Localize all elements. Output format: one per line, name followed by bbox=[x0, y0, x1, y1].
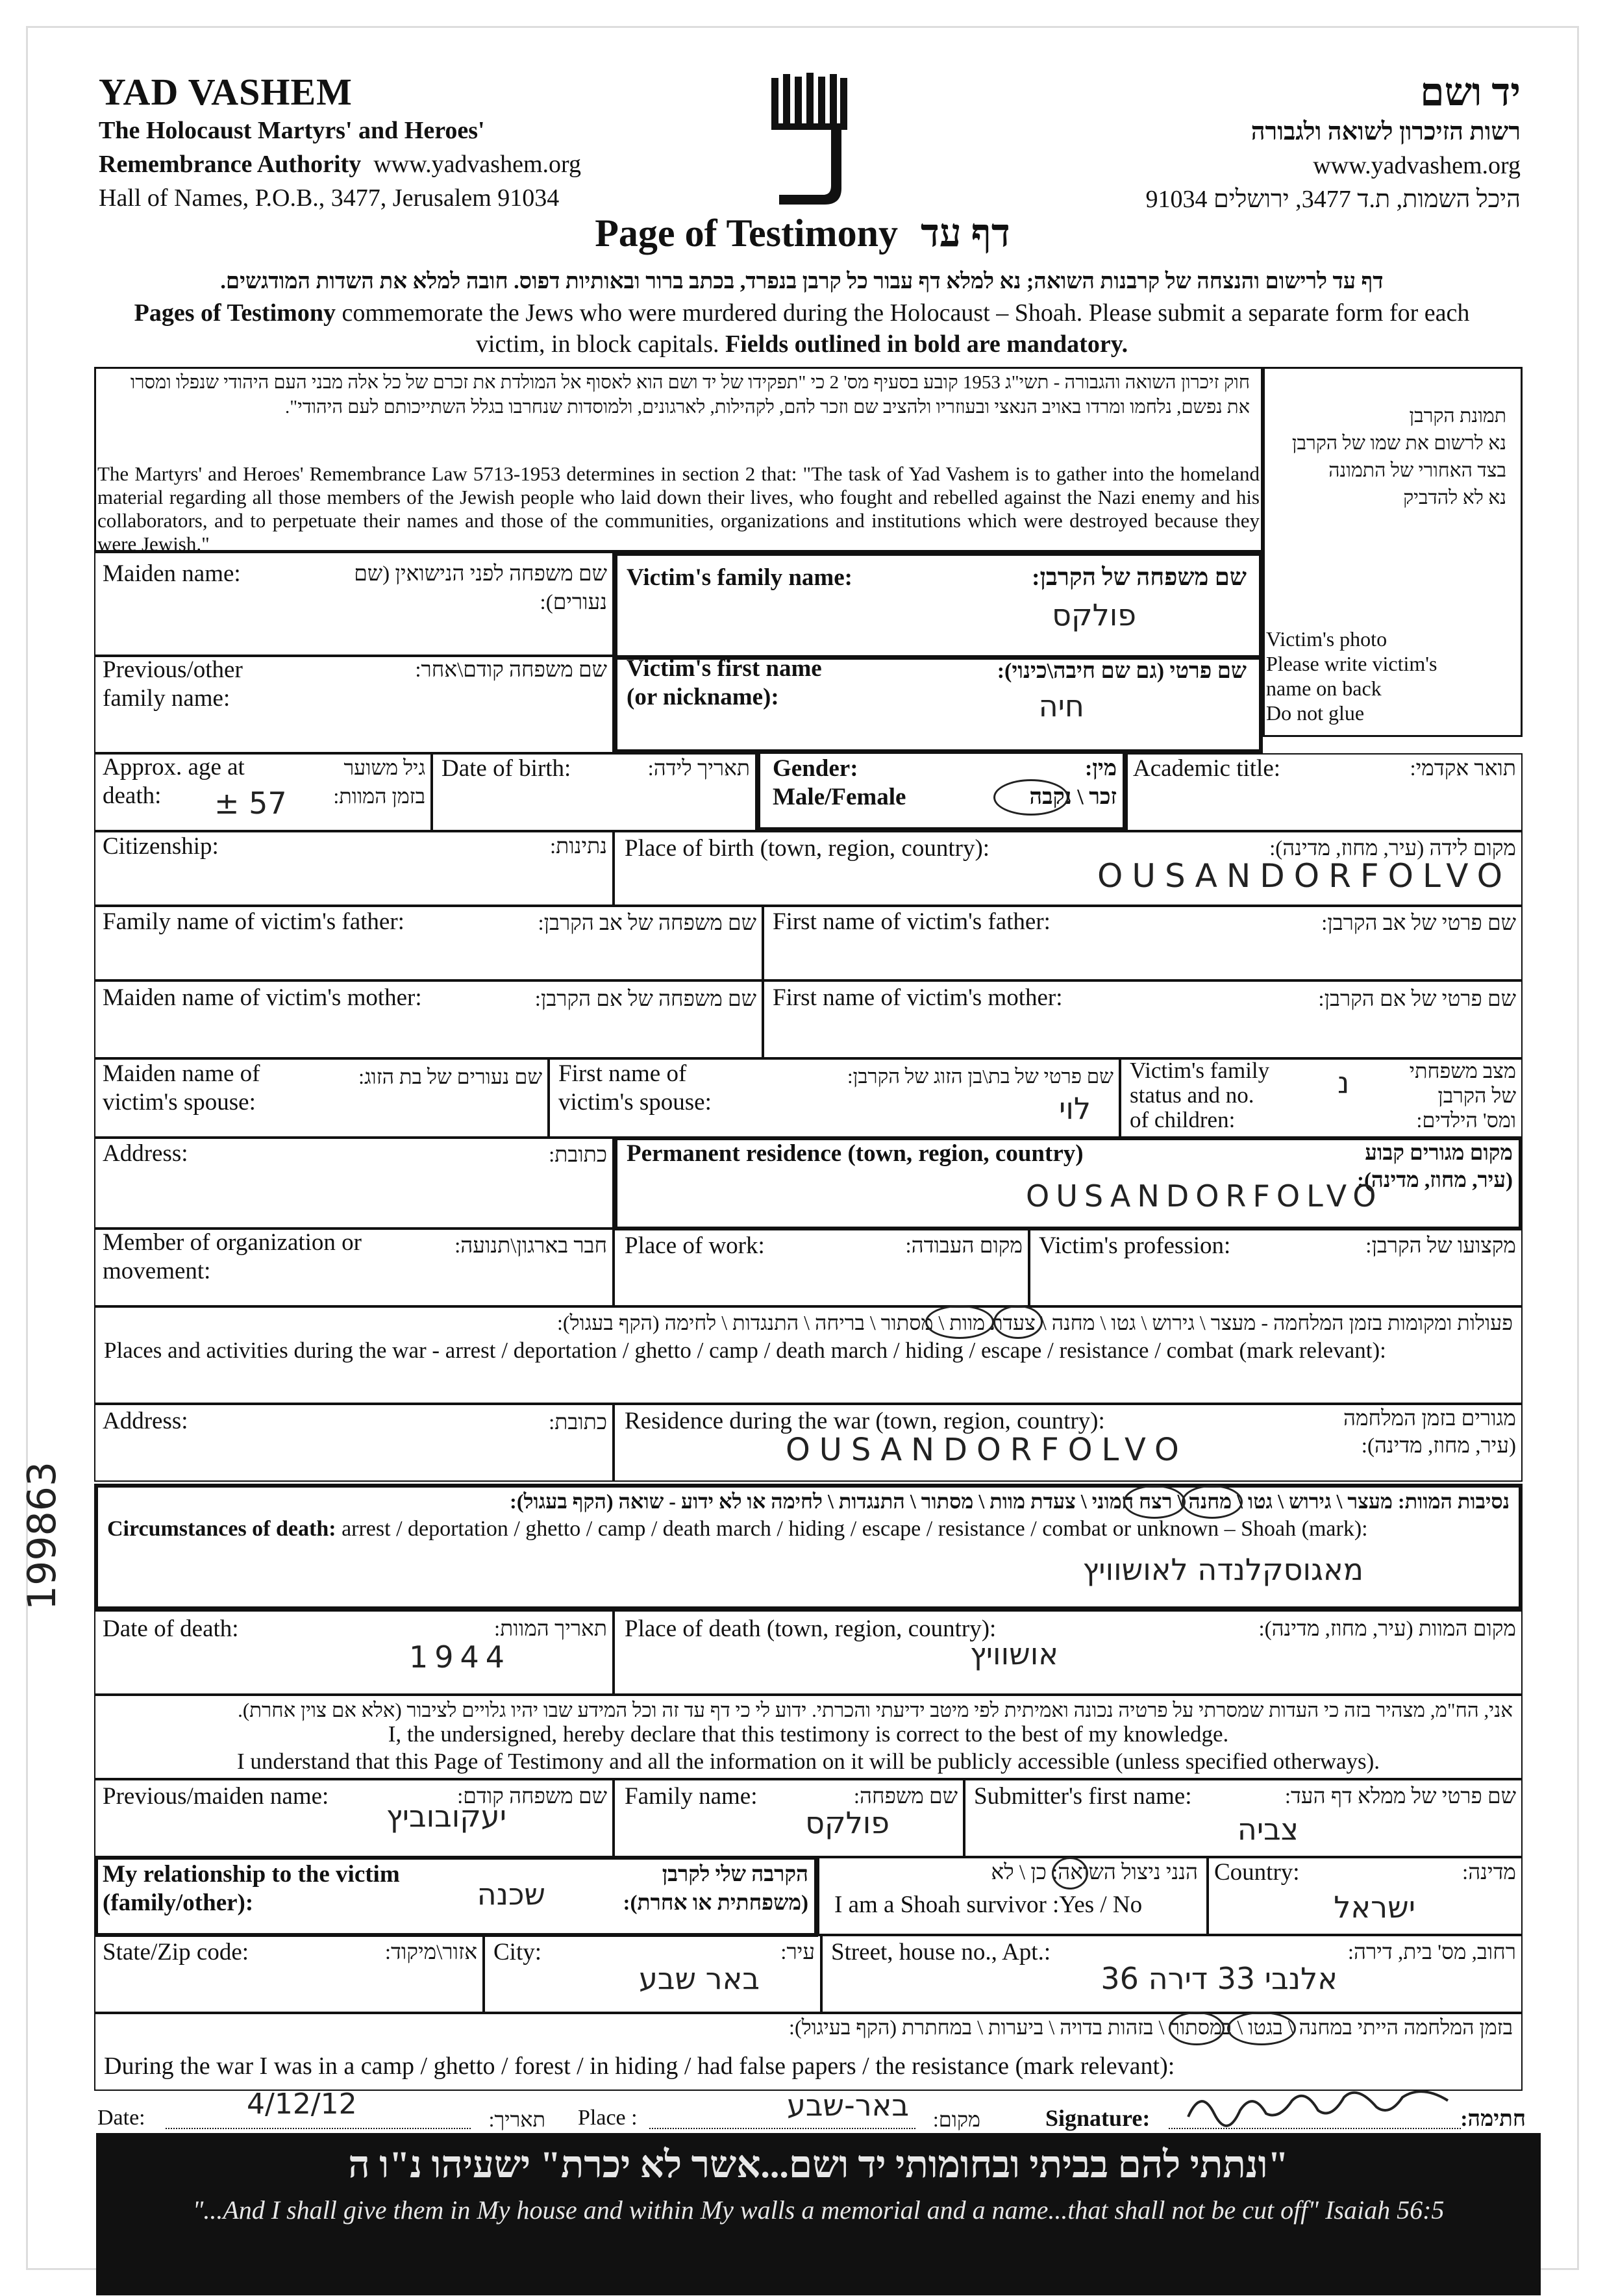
org-header-he bbox=[1145, 70, 1521, 216]
previous-family-name-label-line: family name: bbox=[103, 685, 230, 712]
war-residence-label-he-line: (עיר, מחוז, מדינה): bbox=[1361, 1434, 1516, 1458]
intro bbox=[97, 266, 1506, 360]
relationship-value: שכנה bbox=[477, 1877, 545, 1912]
maiden-name-label-en: Maiden name: bbox=[103, 560, 241, 587]
date-of-death-label-en: Date of death: bbox=[103, 1616, 239, 1642]
war-residence-label-he bbox=[1325, 1405, 1516, 1460]
photo-he-line: נא לא להדביק bbox=[1403, 487, 1506, 508]
previous-family-name-label-line: Previous/other bbox=[103, 656, 243, 683]
family-status-label-he bbox=[1383, 1058, 1516, 1132]
ghetto-circle-mark bbox=[1182, 1485, 1243, 1519]
spouse-maiden-name-label-he: שם נעורים של בת הזוג: bbox=[358, 1065, 542, 1088]
place-of-birth-label-en: Place of birth (town, region, country): bbox=[625, 835, 990, 862]
mother-first-name-label-he: שם פרטי של אם הקרבן: bbox=[1318, 988, 1516, 1011]
law-text-he: חוק זיכרון השואה והגבורה - תשי"ג 1953 קובע בסעיף מס' 2 כי "תפקידו של יד ושם הוא לאסוף אל המולדת את זכרם של כל אלה מבני העם היהודי שנפלו ומסרו את נפשם, נלחמו ומרדו באויב הנאצי ובעוזריו ולהציב שם וזכר להם, לקהילות, לארגונים, ולמוסדות שנחרבו בגלל השתייכותם לעם היהודי". bbox=[130, 372, 1250, 418]
camp-circle-mark bbox=[925, 1305, 994, 1339]
ghetto-circle-mark bbox=[993, 1305, 1043, 1339]
submitter-first-name-label-he: שם פרטי של ממלא דף העד: bbox=[1284, 1785, 1516, 1808]
spouse-first-label-line: victim's spouse: bbox=[558, 1089, 712, 1116]
place-of-death-label-he: מקום המוות (עיר, מחוז, מדינה): bbox=[1258, 1617, 1516, 1641]
permanent-residence-value: OUSANDORFOLVO bbox=[1026, 1179, 1383, 1214]
place-of-work-label-he: מקום העבודה: bbox=[905, 1234, 1023, 1258]
father-family-name-label-en: Family name of victim's father: bbox=[103, 908, 404, 935]
place-of-death-value: אושוויץ bbox=[969, 1636, 1058, 1671]
war-residence-label-en: Residence during the war (town, region, country): bbox=[625, 1408, 1105, 1434]
mother-maiden-name-label-en: Maiden name of victim's mother: bbox=[103, 984, 422, 1011]
previous-family-name-label-he: שם משפחה קודם\אחר: bbox=[415, 658, 607, 682]
member-label-line: movement: bbox=[103, 1258, 211, 1284]
street-label-en: Street, house no., Apt.: bbox=[831, 1939, 1051, 1965]
father-family-name-label-he: שם משפחה של אב הקרבן: bbox=[538, 912, 756, 935]
victim-first-name-label-line: (or nickname): bbox=[627, 684, 779, 710]
victim-first-name-label-en bbox=[627, 655, 822, 712]
victim-family-name-label-he: שם משפחה של הקרבן: bbox=[1032, 564, 1247, 591]
place-of-death-label-en: Place of death (town, region, country): bbox=[625, 1616, 997, 1642]
age-label-line: death: bbox=[103, 782, 162, 809]
date-label-he: תאריך: bbox=[488, 2108, 545, 2131]
org-line1-he: רשות הזיכרון לשואה ולגבורה bbox=[1250, 118, 1521, 145]
date-of-death-value: 1944 bbox=[409, 1640, 512, 1675]
signature-scribble bbox=[1182, 2081, 1454, 2130]
photo-en-line: Victim's photo bbox=[1266, 627, 1387, 651]
victim-family-name-label-en: Victim's family name: bbox=[627, 564, 852, 591]
city-label-he: עיר: bbox=[780, 1941, 815, 1964]
family-status-label-en bbox=[1130, 1058, 1269, 1132]
org-url-he: www.yadvashem.org bbox=[1313, 152, 1521, 179]
dob-label-en: Date of birth: bbox=[442, 755, 571, 782]
submitter-war-status-label-en: During the war I was in a camp / ghetto / forest / in hiding / had false papers / the resistance (mark relevant): bbox=[104, 2053, 1175, 2080]
page-title-en: Page of Testimony bbox=[595, 212, 898, 255]
page-title bbox=[0, 211, 1605, 256]
family-status-label-he-line: של הקרבן bbox=[1437, 1084, 1516, 1107]
circumstances-label-en-bold: Circumstances of death: bbox=[107, 1517, 336, 1541]
place-of-work-label-en: Place of work: bbox=[625, 1232, 765, 1259]
org-line1-en: The Holocaust Martyrs' and Heroes' bbox=[99, 117, 485, 144]
age-value: ± 57 bbox=[214, 786, 287, 821]
submitter-family-name-label-en: Family name: bbox=[625, 1783, 758, 1810]
age-label-line: Approx. age at bbox=[103, 754, 245, 780]
gender-label-en bbox=[773, 755, 906, 812]
profession-label-he: מקצועו של הקרבן: bbox=[1365, 1234, 1516, 1258]
gender-label-line: Gender: bbox=[773, 755, 858, 782]
intro-he: דף עד לרישום והנצחה של קרבנות השואה; נא למלא דף עבור כל קרבן בנפרד, בכתב ברור ובאותיות דפוס. חובה למלא את השדות המודגשים. bbox=[220, 269, 1384, 293]
street-value: אלנבי 33 דירה 36 bbox=[1101, 1961, 1338, 1996]
spouse-first-name-label-he: שם פרטי של בת\בן הזוג של הקרבן: bbox=[847, 1065, 1114, 1088]
submitter-previous-name-label-en: Previous/maiden name: bbox=[103, 1783, 329, 1810]
relationship-label-en bbox=[103, 1860, 400, 1917]
intro-en: commemorate the Jews who were murdered during the Holocaust – Shoah. Please submit a separate form for each victim, in block capitals. bbox=[335, 299, 1470, 358]
org-address-he: היכל השמות, ת.ד 3477, ירושלים 91034 bbox=[1145, 186, 1521, 213]
family-status-label-line: Victim's family bbox=[1130, 1058, 1270, 1083]
place-label-he: מקום: bbox=[932, 2108, 980, 2131]
address-label-he: כתובת: bbox=[549, 1143, 607, 1167]
org-address-en: Hall of Names, P.O.B., 3477, Jerusalem 91034 bbox=[99, 184, 560, 212]
victim-family-name-value: פולקס bbox=[1052, 597, 1136, 632]
relationship-label-line: (family/other): bbox=[103, 1890, 254, 1916]
previous-family-name-label-en bbox=[103, 656, 243, 713]
date-of-death-label-he: תאריך המוות: bbox=[494, 1617, 607, 1641]
spouse-maiden-label-line: Maiden name of bbox=[103, 1060, 260, 1087]
father-first-name-label-he: שם פרטי של אב הקרבן: bbox=[1321, 912, 1516, 935]
submitter-family-name-value: פולקס bbox=[805, 1805, 890, 1840]
member-label-line: Member of organization or bbox=[103, 1229, 362, 1256]
submitter-family-name-label-he: שם משפחה: bbox=[853, 1785, 958, 1808]
spouse-maiden-label-line: victim's spouse: bbox=[103, 1089, 256, 1116]
date-line[interactable] bbox=[166, 2127, 471, 2129]
place-line[interactable] bbox=[649, 2127, 915, 2129]
family-status-label-line: status and no. bbox=[1130, 1082, 1254, 1108]
place-value: באר-שבע bbox=[787, 2088, 909, 2123]
photo-instructions-en bbox=[1266, 627, 1437, 725]
place-of-birth-label-he: מקום לידה (עיר, מחוז, מדינה): bbox=[1269, 837, 1516, 860]
family-status-label-he-line: ומס' הילדים: bbox=[1416, 1108, 1516, 1132]
spouse-first-name-label-en bbox=[558, 1060, 712, 1117]
war-address-label-he: כתובת: bbox=[549, 1411, 607, 1434]
date-value: 4/12/12 bbox=[247, 2088, 357, 2121]
gender-options-he: זכר \ נקבה bbox=[1029, 785, 1117, 809]
photo-he-line: בצד האחורי של התמונה bbox=[1328, 460, 1506, 481]
city-label-en: City: bbox=[493, 1939, 542, 1965]
declaration-en-line: I, the undersigned, hereby declare that this testimony is correct to the best of my knowledge. bbox=[388, 1721, 1229, 1747]
wartime-activities-label-he: פעולות ומקומות בזמן המלחמה - מעצר \ גירוש \ גטו \ מחנה \ צעדת מוות \ מסתור \ בריחה \ התנגדות \ לחימה (הקף בעגול): bbox=[557, 1311, 1513, 1334]
maiden-name-label-he: שם משפחה לפני הנישואין (שם נעורים): bbox=[354, 562, 607, 614]
permanent-residence-label-he-line: (עיר, מחוז, מדינה): bbox=[1356, 1169, 1513, 1192]
family-status-label-line: of children: bbox=[1130, 1107, 1236, 1132]
place-label-en: Place : bbox=[578, 2106, 638, 2130]
family-status-label-he-line: מצב משפחתי bbox=[1409, 1059, 1516, 1082]
age-label-he: גיל משוער בזמן המוות: bbox=[333, 756, 425, 808]
org-name-he: יד ושם bbox=[1420, 71, 1521, 114]
org-name-en: YAD VASHEM bbox=[99, 71, 353, 113]
war-address-label-en: Address: bbox=[103, 1408, 188, 1434]
relationship-label-he bbox=[578, 1860, 808, 1917]
citizenship-label-he: נתינות: bbox=[550, 835, 607, 858]
declaration-en-line: I understand that this Page of Testimony and all the information on it will be publicly accessible (unless specified otherways). bbox=[236, 1749, 1380, 1774]
permanent-residence-label-en: Permanent residence (town, region, country) bbox=[627, 1140, 1084, 1167]
org-line2-en: Remembrance Authority bbox=[99, 151, 362, 178]
war-residence-value: OUSANDORFOLVO bbox=[786, 1432, 1188, 1468]
victim-first-name-label-he: שם פרטי (גם שם חיבה\כינוי): bbox=[997, 659, 1247, 683]
photo-instructions-he bbox=[1292, 403, 1506, 512]
circumstances-label-en bbox=[107, 1515, 1516, 1543]
wartime-activities-label-en: Places and activities during the war - arrest / deportation / ghetto / camp / death march / hiding / escape / resistance / combat (mark relevant): bbox=[104, 1338, 1386, 1363]
signature-label-he: חתימה: bbox=[1460, 2107, 1526, 2131]
country-label-en: Country: bbox=[1214, 1859, 1300, 1886]
submitter-previous-name-label-he: שם משפחה קודם: bbox=[457, 1785, 607, 1808]
mother-maiden-name-label-he: שם משפחה של אם הקרבן: bbox=[534, 988, 756, 1011]
photo-en-line: Do not glue bbox=[1266, 701, 1365, 725]
ghetto-circle-mark bbox=[1169, 2012, 1225, 2045]
academic-title-label-en: Academic title: bbox=[1133, 755, 1281, 782]
relationship-label-he-line: (משפחתית או אחרת): bbox=[623, 1891, 808, 1915]
photo-he-line: תמונת הקרבן bbox=[1409, 405, 1506, 427]
law-text-en: The Martyrs' and Heroes' Remembrance Law 5713-1953 determines in section 2 that: "The task of Yad Vashem is to gather into the homeland material regarding all those members of the Jewish people who laid down their lives, who fought and rebelled against the Nazi enemy and his collaborators, and to perpetuate their names and those of the communities, organizations and institutions which were destroyed because they were Jewish." bbox=[97, 462, 1260, 555]
declaration-en bbox=[94, 1721, 1523, 1775]
footer-quote-en: "...And I shall give them in My house and within My walls a memorial and a name...that shall not be cut off" Isaiah 56:5 bbox=[192, 2195, 1445, 2225]
address-label-en: Address: bbox=[103, 1140, 188, 1167]
spouse-first-label-line: First name of bbox=[558, 1060, 687, 1087]
archive-number: 199863 bbox=[19, 1461, 65, 1610]
circumstances-label-he: נסיבות המוות: מעצר \ גירוש \ גטו \ מחנה \ רצח המוני \ צעדת מוות \ מסתור \ התנגדות \ לחימה או לא ידוע - שואה (הקף בעגול): bbox=[510, 1490, 1510, 1513]
permanent-residence-label-he-line: מקום מגורים קבוע bbox=[1365, 1142, 1513, 1165]
declaration-he: אני, הח"מ, מצהיר בזה כי העדות שמסרתי על פרטיה נכונה ואמיתית לפי מיטב ידיעתי והכרתי. ידוע לי כי דף עד זה וכל המידע שבו יהיו גלויים לציבור (אלא אם צוין אחרת). bbox=[238, 1699, 1513, 1721]
gender-label-he-line: מין: bbox=[1084, 756, 1117, 780]
photo-en-line: Please write victim's bbox=[1266, 652, 1437, 675]
victim-first-name-value: חיה bbox=[1038, 688, 1084, 723]
photo-en-line: name on back bbox=[1266, 677, 1382, 700]
submitter-first-name-label-en: Submitter's first name: bbox=[974, 1783, 1192, 1810]
mother-first-name-label-en: First name of victim's mother: bbox=[773, 984, 1063, 1011]
profession-label-en: Victim's profession: bbox=[1039, 1232, 1231, 1259]
academic-title-label-he: תואר אקדמי: bbox=[1410, 757, 1516, 780]
war-residence-label-he-line: מגורים בזמן המלחמה bbox=[1343, 1407, 1516, 1430]
org-url-en: www.yadvashem.org bbox=[373, 151, 581, 178]
zip-code-label-he: אזור\מיקוד: bbox=[384, 1941, 477, 1964]
member-label-en bbox=[103, 1229, 362, 1286]
relationship-label-he-line: הקרבה שלי לקרבן bbox=[662, 1863, 808, 1886]
date-label-en: Date: bbox=[97, 2106, 145, 2130]
citizenship-label-en: Citizenship: bbox=[103, 833, 219, 860]
spouse-first-name-value: לוי bbox=[1059, 1091, 1091, 1126]
spouse-maiden-name-label-en bbox=[103, 1060, 260, 1117]
shoah-survivor-label-en: I am a Shoah survivor :Yes / No bbox=[834, 1891, 1143, 1918]
street-label-he: רחוב, מס' בית, דירה: bbox=[1347, 1941, 1516, 1964]
camp-circle-mark bbox=[1227, 2012, 1296, 2045]
city-value: באר שבע bbox=[639, 1961, 760, 1996]
footer-quote-he: "ונתתי להם בביתי ובחומותי יד ושם...אשר לא יכרת" ישעיהו נ"ו ה bbox=[348, 2143, 1289, 2186]
intro-en-mandatory: Fields outlined in bold are mandatory. bbox=[725, 331, 1128, 358]
member-label-he: חבר בארגון\תנועה: bbox=[454, 1234, 607, 1258]
country-label-he: מדינה: bbox=[1462, 1861, 1516, 1884]
country-value: ישראל bbox=[1334, 1890, 1415, 1925]
org-header-en bbox=[99, 70, 581, 215]
gender-label-line: Male/Female bbox=[773, 784, 906, 810]
submitter-war-status-label-he: בזמן המלחמה הייתי במחנה \ בגטו \ במסתור \ בזהות בדויה \ ביערות \ במחתרת (הקף בעיגול): bbox=[789, 2015, 1513, 2039]
relationship-label-line: My relationship to the victim bbox=[103, 1861, 400, 1888]
camp-circle-mark bbox=[1123, 1485, 1186, 1519]
yes-circle-mark bbox=[1052, 1857, 1088, 1890]
shoah-survivor-label-he: הנני ניצול השואה: כן \ לא bbox=[991, 1861, 1198, 1884]
submitter-first-name-value: צביה bbox=[1237, 1812, 1299, 1847]
place-of-birth-value: OUSANDORFOLVO bbox=[1097, 857, 1512, 895]
gender-circle-mark bbox=[993, 779, 1069, 816]
family-status-value: נ bbox=[1338, 1065, 1350, 1100]
zip-code-label-en: State/Zip code: bbox=[103, 1939, 249, 1965]
signature-label-en: Signature: bbox=[1045, 2105, 1151, 2131]
yad-vashem-logo-icon bbox=[766, 71, 851, 208]
victim-first-name-label-line: Victim's first name bbox=[627, 655, 822, 682]
circumstances-label-en-text: arrest / deportation / ghetto / camp / death march / hiding / escape / resistance / combat or unknown – Shoah (mark): bbox=[336, 1517, 1368, 1541]
page-title-he: דף עד bbox=[920, 212, 1010, 255]
intro-en-bold: Pages of Testimony bbox=[134, 299, 336, 327]
circumstances-value: מאגוסקלנדה לאושוויץ bbox=[1082, 1552, 1363, 1587]
photo-he-line: נא לרשום את שמו של הקרבן bbox=[1291, 432, 1506, 454]
submitter-previous-name-value: יעקובוביץ bbox=[386, 1799, 506, 1834]
dob-label-he: תאריך לידה: bbox=[647, 757, 750, 780]
father-first-name-label-en: First name of victim's father: bbox=[773, 908, 1051, 935]
